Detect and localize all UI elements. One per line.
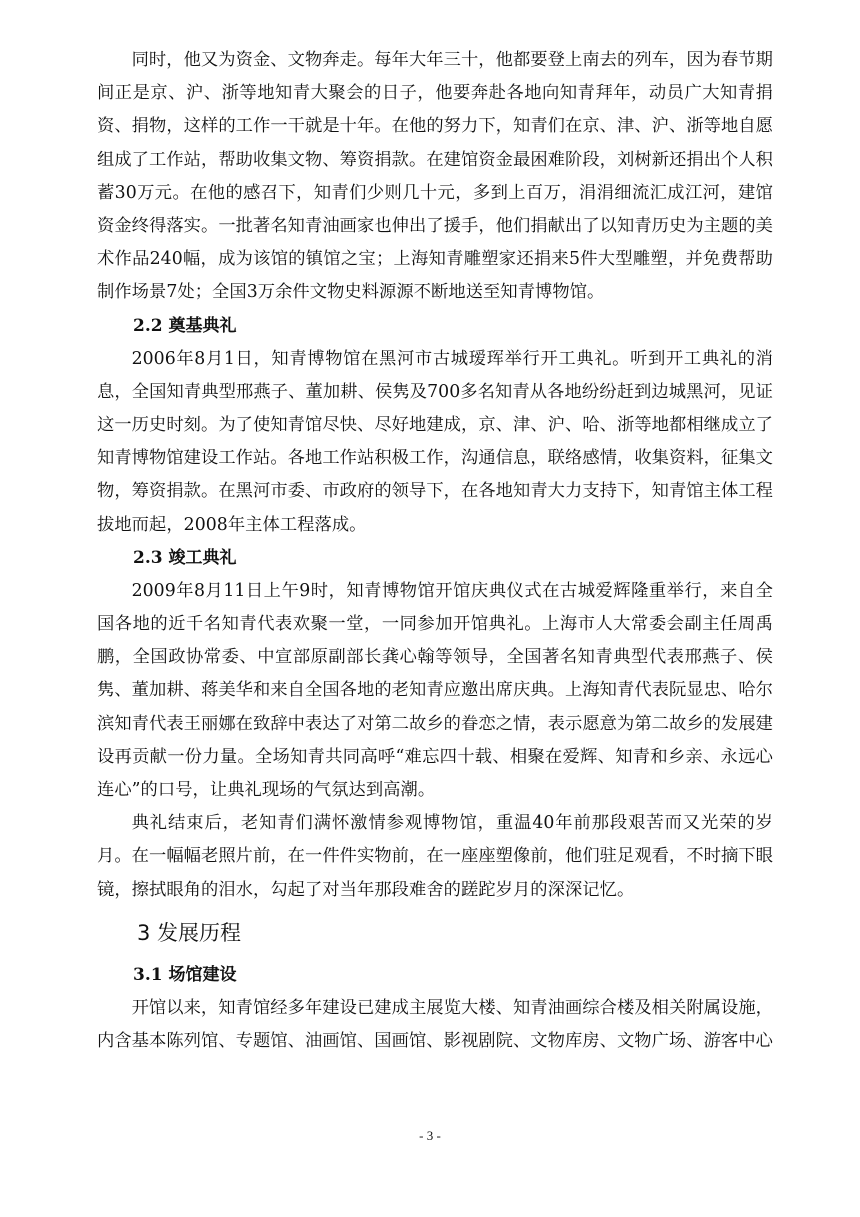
paragraph-venue-construction: 开馆以来，知青馆经多年建设已建成主展览大楼、知青油画综合楼及相关附属设施，内含基本陈列馆、专题馆、油画馆、国画馆、影视剧院、文物库房、文物广场、游客中心 <box>97 997 773 1052</box>
paragraph-after-ceremony: 典礼结束后，老知青们满怀激情参观博物馆，重温40年前那段艰苦而又光荣的岁月。在一幅幅老照片前，在一件件实物前，在一座座塑像前，他们驻足观看，不时摘下眼镜，擦拭眼角的泪水，勾起了对当年那段难舍的蹉跎岁月的深深记忆。 <box>97 813 773 900</box>
paragraph-completion: 2009年8月11日上午9时，知青博物馆开馆庆典仪式在古城爱辉隆重举行，来自全国各地的近千名知青代表欢聚一堂，一同参加开馆典礼。上海市人大常委会副主任周禹鹏，全国政协常委、中宣部原副部长龚心翰等领导，全国著名知青典型代表邢燕子、侯隽、董加耕、蒋美华和来自全国各地的老知青应邀出席庆典。上海知青代表阮显忠、哈尔滨知青代表王丽娜在致辞中表达了对第二故乡的眷恋之情，表示愿意为第二故乡的发展建设再贡献一份力量。全场知青共同高呼“难忘四十载、相聚在爱辉、知青和乡亲、永远心连心”的口号，让典礼现场的气氛达到高潮。 <box>97 580 773 801</box>
page-number: - 3 - <box>419 1128 441 1143</box>
paragraph-fundraising: 同时，他又为资金、文物奔走。每年大年三十，他都要登上南去的列车，因为春节期间正是京、沪、浙等地知青大聚会的日子，他要奔赴各地向知青拜年，动员广大知青捐资、捐物，这样的工作一干就是十年。在他的努力下，知青们在京、津、沪、浙等地自愿组成了工作站，帮助收集文物、筹资捐款。在建馆资金最困难阶段，刘树新还捐出个人积蓄30万元。在他的感召下，知青们少则几十元，多到上百万，涓涓细流汇成江河，建馆资金终得落实。一批著名知青油画家也伸出了援手，他们捐献出了以知青历史为主题的美术作品240幅，成为该馆的镇馆之宝；上海知青雕塑家还捐来5件大型雕塑，并免费帮助制作场景7处；全国3万余件文物史料源源不断地送至知青博物馆。 <box>97 50 773 303</box>
paragraph-groundbreaking: 2006年8月1日，知青博物馆在黑河市古城瑷珲举行开工典礼。听到开工典礼的消息，全国知青典型邢燕子、董加耕、侯隽及700多名知青从各地纷纷赶到边城黑河，见证这一历史时刻。为了使知青馆尽快、尽好地建成，京、津、沪、哈、浙等地都相继成立了知青博物馆建设工作站。各地工作站积极工作，沟通信息，联络感情，收集资料，征集文物，筹资捐款。在黑河市委、市政府的领导下，在各地知青大力支持下，知青馆主体工程拔地而起，2008年主体工程落成。 <box>97 348 773 535</box>
heading-3-1: 3.1 场馆建设 <box>133 964 237 985</box>
heading-2-2: 2.2 奠基典礼 <box>133 315 237 336</box>
page-content <box>97 44 773 1058</box>
heading-3: 3 发展历程 <box>137 920 242 945</box>
heading-2-3: 2.3 竣工典礼 <box>133 547 237 568</box>
